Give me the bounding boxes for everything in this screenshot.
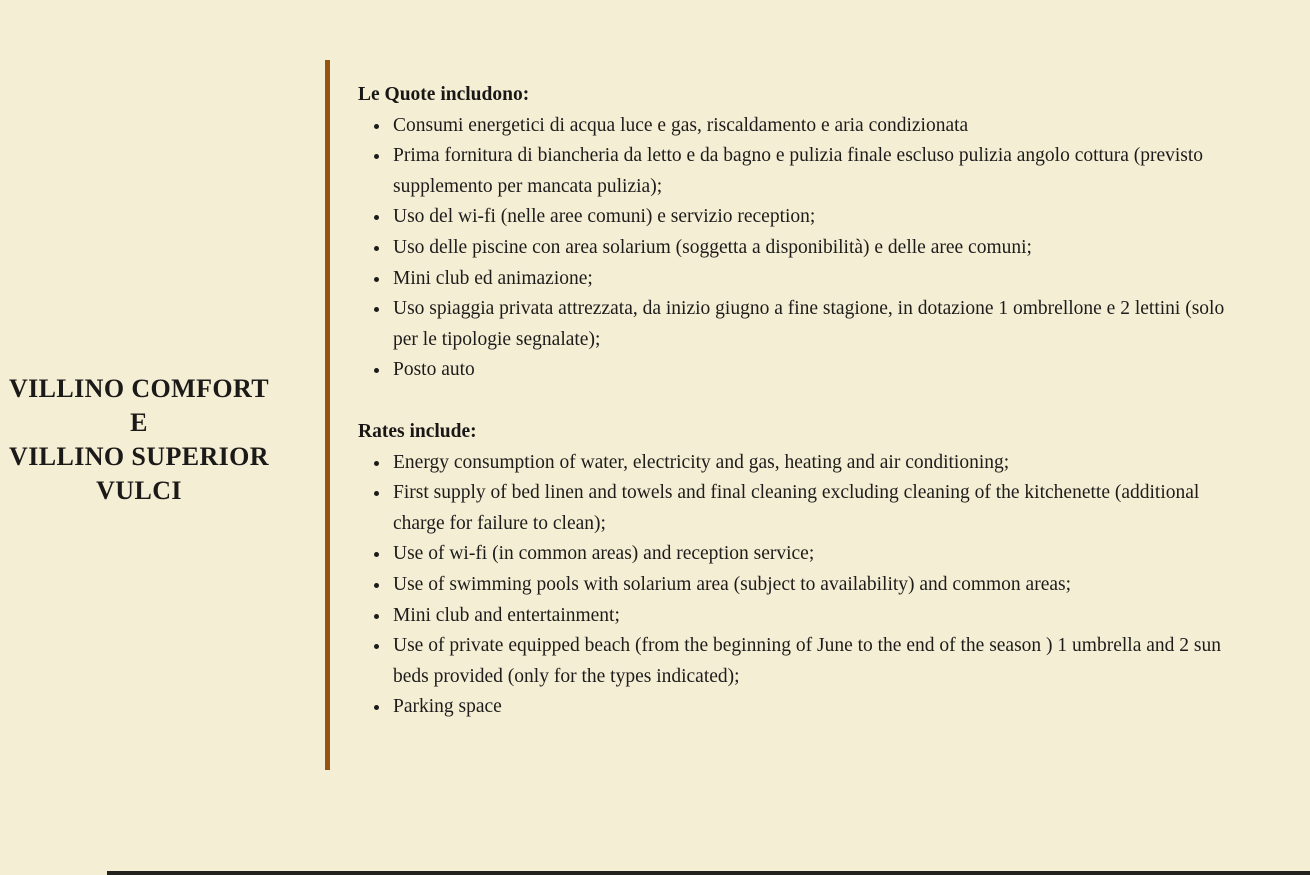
property-title-line-1: VILLINO COMFORT	[8, 374, 270, 403]
italian-rates-list	[358, 111, 1253, 386]
section-heading-italian: Le Quote includono:	[358, 84, 530, 105]
section-rates-italian	[358, 80, 1253, 386]
content-area	[358, 80, 1253, 723]
list-item: • First supply of bed linen and towels and final cleaning excluding cleaning of the kitchenette (additional charge for failure to clean);	[391, 478, 1253, 539]
list-item: • Use of private equipped beach (from the beginning of June to the end of the season ) 1 umbrella and 2 sun beds provided (only for the types indicated);	[391, 631, 1253, 692]
list-item: • Posto auto	[391, 355, 1253, 386]
list-item: • Use of wi-fi (in common areas) and reception service;	[391, 539, 1253, 570]
list-item: • Uso del wi-fi (nelle aree comuni) e servizio reception;	[391, 202, 1253, 233]
vertical-divider	[325, 60, 330, 770]
section-heading-english: Rates include:	[358, 420, 477, 442]
list-item: • Prima fornitura di biancheria da letto e da bagno e pulizia finale escluso pulizia angolo cottura (previsto supplemento per mancata pulizia);	[391, 141, 1253, 202]
list-item: • Consumi energetici di acqua luce e gas, riscaldamento e aria condizionata	[391, 111, 1253, 142]
list-item: • Uso spiaggia privata attrezzata, da inizio giugno a fine stagione, in dotazione 1 ombrellone e 2 lettini (solo per le tipologie segnalate);	[391, 294, 1253, 355]
list-item: • Uso delle piscine con area solarium (soggetta a disponibilità) e delle aree comuni;	[391, 233, 1253, 264]
property-title	[0, 372, 290, 508]
property-title-line-4: VULCI	[96, 476, 182, 505]
property-title-line-3: VILLINO SUPERIOR	[9, 442, 269, 471]
section-rates-english	[358, 417, 1253, 723]
list-item: • Parking space	[391, 692, 1253, 723]
property-title-line-2: E	[130, 408, 148, 437]
list-item: • Mini club and entertainment;	[391, 601, 1253, 632]
english-rates-list	[358, 448, 1253, 723]
list-item: • Use of swimming pools with solarium area (subject to availability) and common areas;	[391, 570, 1253, 601]
list-item: • Energy consumption of water, electricity and gas, heating and air conditioning;	[391, 448, 1253, 479]
list-item: • Mini club ed animazione;	[391, 264, 1253, 295]
bottom-edge-bar	[107, 871, 1310, 875]
